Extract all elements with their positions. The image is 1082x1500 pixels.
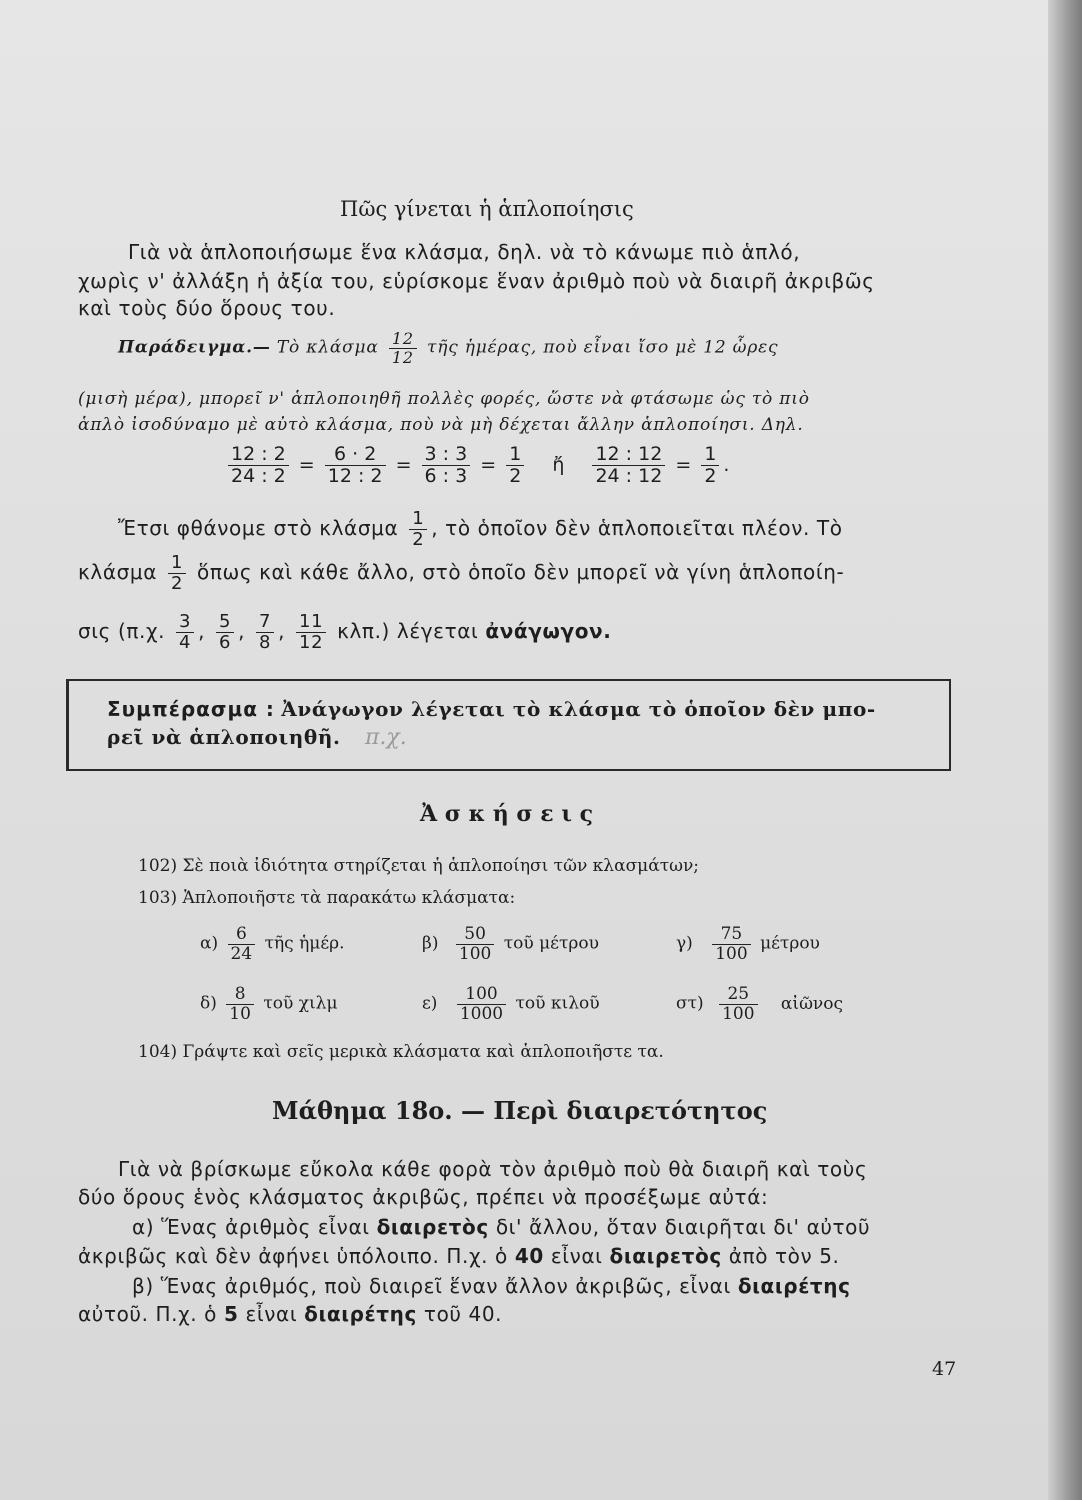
numerator: 12 : 12: [592, 444, 665, 466]
section-title: Πῶς γίνεται ἡ ἁπλοποίησις: [340, 197, 634, 221]
text: Ἔτσι φθάνομε στὸ κλάσμα: [118, 515, 399, 540]
comma: ,: [198, 618, 206, 643]
term-divisible: διαιρετὸς: [609, 1244, 722, 1268]
item-unit: τοῦ κιλοῦ: [515, 993, 600, 1014]
item-label: ε): [422, 993, 438, 1014]
exercise-104: 104) Γράψτε καὶ σεῖς μερικὰ κλάσματα καὶ ἁπλοποιῆστε τα.: [138, 1042, 664, 1062]
exercise-item-a: [200, 925, 345, 963]
exercises-title: Ἀ σ κ ή σ ε ι ς: [420, 801, 594, 827]
denominator: 100: [715, 943, 748, 964]
number-5: 5: [224, 1302, 239, 1326]
numerator: 1: [168, 553, 186, 574]
item-label: γ): [676, 933, 693, 954]
eq-fraction-6: [701, 444, 719, 487]
item-fraction: [712, 925, 750, 963]
item-label: στ): [676, 993, 704, 1014]
example-line-1: [118, 330, 778, 366]
term-divisible: διαιρετὸς: [376, 1215, 489, 1239]
numerator: 1: [701, 444, 719, 466]
item-fraction: [226, 985, 254, 1023]
item-unit: μέτρου: [760, 933, 820, 954]
example-post: τῆς ἡμέρας, ποὺ εἶναι ἴσο μὲ 12 ὧρες: [427, 337, 779, 358]
denominator: 12: [299, 631, 324, 653]
text: ἀκριβῶς καὶ δὲν ἀφήνει ὑπόλοιπο. Π.χ. ὁ: [78, 1244, 508, 1268]
handwritten-note: π.χ.: [364, 725, 407, 750]
text: α) Ἕνας ἀριθμὸς εἶναι: [132, 1215, 370, 1239]
exercise-item-b: [422, 925, 599, 963]
numerator: 3: [176, 612, 194, 633]
item-fraction: [456, 925, 494, 963]
or-word: ἤ: [552, 453, 565, 476]
denominator: 1000: [459, 1003, 504, 1024]
numerator: 3 : 3: [422, 444, 471, 466]
term-divisor: διαιρέτης: [737, 1274, 851, 1298]
page-edge-shadow: [1048, 0, 1082, 1500]
text: δι' ἄλλου, ὅταν διαιρῆται δι' αὐτοῦ: [495, 1215, 871, 1239]
conclusion-box: [66, 679, 951, 771]
equals-sign: =: [395, 453, 412, 476]
eq-fraction-1: [228, 444, 289, 487]
item-unit: τῆς ἡμέρ.: [264, 933, 345, 954]
example-line-2: (μισὴ μέρα), μπορεῖ ν' ἁπλοποιηθῆ πολλὲς φορές, ὥστε νὰ φτάσωμε ὡς τὸ πιὸ: [78, 389, 810, 409]
conclusion-box-text: [107, 695, 876, 752]
lesson-b-line-1: [132, 1274, 851, 1298]
denominator: 6 : 3: [424, 464, 468, 487]
denominator: 24 : 12: [595, 464, 663, 487]
conclusion-box-line-1: [107, 695, 876, 723]
fraction-5-6: [216, 612, 234, 653]
equals-sign: =: [480, 453, 497, 476]
example-line-3: ἁπλὸ ἰσοδύναμο μὲ αὐτὸ κλάσμα, ποὺ νὰ μὴ δέχεται ἄλλην ἁπλοποίησι. Δηλ.: [78, 415, 804, 435]
text: , τὸ ὁποῖον δὲν ἁπλοποιεῖται πλέον. Τὸ: [431, 515, 843, 540]
numerator: 50: [456, 925, 494, 945]
numerator: 6: [228, 925, 256, 945]
conclusion-line-1: [118, 509, 843, 550]
exercise-item-f: [676, 985, 843, 1023]
text: εἶναι: [550, 1244, 603, 1268]
numerator: 12 : 2: [228, 444, 289, 466]
denominator: 24: [230, 943, 253, 964]
example-pre: Τὸ κλάσμα: [276, 337, 379, 358]
numerator: 7: [256, 612, 274, 633]
denominator: 24 : 2: [231, 464, 286, 487]
text: αὐτοῦ. Π.χ. ὁ: [78, 1302, 218, 1326]
numerator: 6 · 2: [325, 444, 386, 466]
exercise-item-d: [200, 985, 338, 1023]
intro-line-3: καὶ τοὺς δύο ὅρους του.: [78, 296, 336, 320]
fraction-11-12: [296, 612, 326, 653]
eq-fraction-2: [325, 444, 386, 487]
denominator: 8: [259, 631, 272, 653]
fraction-one-half: [168, 553, 186, 594]
lesson-title: Μάθημα 18ο. — Περὶ διαιρετότητος: [272, 1096, 768, 1125]
intro-line-2: χωρὶς ν' ἀλλάξη ἡ ἀξία του, εὑρίσκομε ἕναν ἀριθμὸ ποὺ νὰ διαιρῆ ἀκριβῶς: [78, 269, 875, 293]
item-fraction: [457, 985, 506, 1023]
text: β) Ἕνας ἀριθμός, ποὺ διαιρεῖ ἕναν ἄλλον ἀκριβῶς, εἶναι: [132, 1274, 731, 1298]
example-fraction: [389, 330, 417, 366]
lesson-a-line-2: [78, 1244, 839, 1268]
numerator: 8: [226, 985, 254, 1005]
exercise-item-c: [676, 925, 820, 963]
denominator: 2: [509, 464, 522, 487]
denominator: 6: [219, 631, 232, 653]
eq-fraction-4: [506, 444, 524, 487]
eq-fraction-5: [592, 444, 665, 487]
conclusion-line-2: [78, 553, 844, 594]
numerator: 75: [712, 925, 750, 945]
example-label: Παράδειγμα.—: [118, 337, 271, 358]
fraction-denominator: 12: [391, 347, 414, 367]
item-label: β): [422, 933, 439, 954]
denominator: 100: [722, 1003, 755, 1024]
numerator: 100: [457, 985, 506, 1005]
page-number: 47: [932, 1358, 957, 1380]
item-unit: αἰῶνος: [780, 993, 844, 1014]
comma: ,: [238, 618, 246, 643]
numerator: 5: [216, 612, 234, 633]
lesson-p1-line-1: Γιὰ νὰ βρίσκωμε εὔκολα κάθε φορὰ τὸν ἀριθμὸ ποὺ θὰ διαιρῆ καὶ τοὺς: [118, 1157, 868, 1181]
equals-sign: =: [298, 453, 315, 476]
fraction-7-8: [256, 612, 274, 653]
text: τοῦ 40.: [423, 1302, 503, 1326]
denominator: 2: [170, 572, 184, 594]
item-unit: τοῦ μέτρου: [503, 933, 599, 954]
denominator: 2: [704, 464, 717, 487]
numerator: 1: [409, 509, 427, 530]
text: ὅπως καὶ κάθε ἄλλο, στὸ ὁποῖο δὲν μπορεῖ νὰ γίνη ἁπλοποίη-: [197, 559, 845, 584]
exercise-103: 103) Ἁπλοποιῆστε τὰ παρακάτω κλάσματα:: [138, 888, 516, 908]
conclusion-statement-end: ρεῖ νὰ ἁπλοποιηθῆ.: [107, 725, 341, 749]
denominator: 4: [179, 631, 192, 653]
item-fraction: [228, 925, 256, 963]
equation-chain: [224, 444, 729, 487]
lesson-b-line-2: [78, 1302, 502, 1326]
denominator: 10: [229, 1003, 251, 1024]
numerator: 1: [506, 444, 524, 466]
comma: ,: [278, 618, 286, 643]
text: ἀπὸ τὸν 5.: [728, 1244, 840, 1268]
text: εἶναι: [245, 1302, 298, 1326]
equals-sign: =: [675, 453, 692, 476]
exercise-item-e: [422, 985, 600, 1023]
text: κλπ.) λέγεται: [337, 618, 479, 643]
fraction-3-4: [176, 612, 194, 653]
number-40: 40: [514, 1244, 544, 1268]
fraction-one-half: [409, 509, 427, 550]
lesson-p1-line-2: δύο ὅρους ἑνὸς κλάσματος ἀκριβῶς, πρέπει νὰ προσέξωμε αὐτά:: [78, 1185, 769, 1209]
eq-fraction-3: [422, 444, 471, 487]
fraction-numerator: 12: [389, 330, 417, 349]
item-unit: τοῦ χιλμ: [263, 993, 338, 1014]
lesson-a-line-1: [132, 1215, 870, 1239]
denominator: 12 : 2: [327, 464, 383, 487]
term-divisor: διαιρέτης: [304, 1302, 417, 1326]
denominator: 2: [412, 528, 425, 550]
numerator: 11: [296, 612, 326, 633]
intro-line-1: Γιὰ νὰ ἁπλοποιήσωμε ἕνα κλάσμα, δηλ. νὰ τὸ κάνωμε πιὸ ἁπλό,: [128, 240, 801, 264]
exercise-102: 102) Σὲ ποιὰ ἰδιότητα στηρίζεται ἡ ἁπλοποίησι τῶν κλασμάτων;: [138, 856, 700, 876]
period: .: [723, 453, 730, 476]
text: κλάσμα: [78, 559, 157, 584]
item-fraction: [719, 985, 757, 1023]
item-label: α): [200, 933, 219, 954]
numerator: 25: [719, 985, 757, 1005]
conclusion-label: Συμπέρασμα :: [107, 697, 275, 721]
text: σις (π.χ.: [78, 618, 166, 643]
conclusion-line-3: [78, 612, 611, 653]
item-label: δ): [200, 993, 217, 1014]
term-irreducible: ἀνάγωγον.: [485, 618, 612, 643]
conclusion-statement: Ἀνάγωγον λέγεται τὸ κλάσμα τὸ ὁποῖον δὲν μπο-: [281, 697, 876, 721]
conclusion-box-line-2: [107, 723, 876, 752]
denominator: 100: [458, 943, 492, 964]
